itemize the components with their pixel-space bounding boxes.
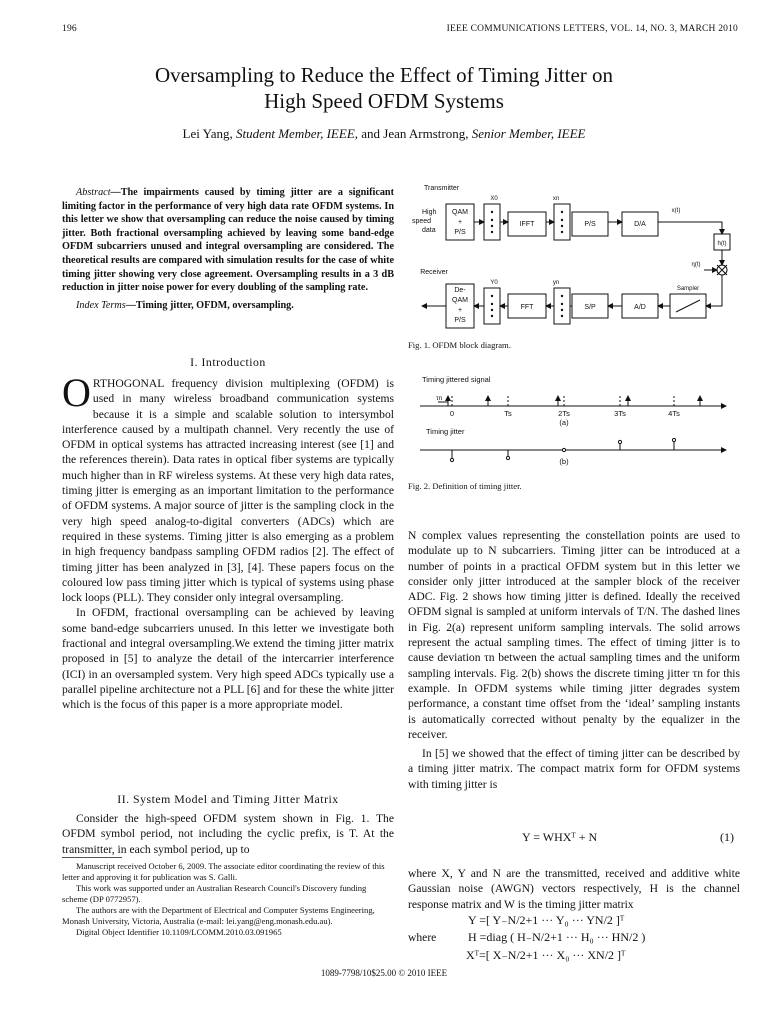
fig1-qam-tx-line2: + — [457, 219, 463, 226]
section-2-title: II. System Model and Timing Jitter Matrix — [117, 792, 339, 806]
equation-1: Y = WHXᵀ + N — [522, 830, 598, 844]
col2-paragraph-2: In [5] we showed that the effect of timing jitter can be described by a timing jitter matrix. The compact matrix form for OFDM systems with timing jitter is — [408, 747, 740, 791]
copyright-line: 1089-7798/10$25.00 © 2010 IEEE — [320, 968, 448, 978]
fig1-input-line1: High — [422, 209, 437, 216]
column2-body — [408, 528, 740, 792]
fig2-tau-label: τn — [436, 395, 443, 402]
fig2-a-label: (a) — [559, 418, 569, 427]
fig2-jitter-label: Timing jitter — [426, 427, 465, 436]
fig1-deqam-line4: P/S — [454, 317, 466, 324]
fig2-tick-4: 4Ts — [668, 409, 680, 418]
fig2-tick-1: Ts — [504, 409, 512, 418]
fig1-yn-label: yn — [552, 280, 560, 286]
fig1-input-line2: speed — [412, 218, 432, 225]
fig2-b-label: (b) — [559, 457, 569, 466]
footnotes — [62, 861, 394, 938]
author-1-role: Student Member, IEEE, — [235, 126, 359, 141]
journal-header: IEEE COMMUNICATIONS LETTERS, VOL. 14, NO. 3, MARCH 2010 — [446, 24, 738, 34]
fig1-deqam-line3: + — [457, 307, 463, 314]
fig1-sp-label: S/P — [584, 304, 596, 311]
footnote-2: This work was supported under an Australian Research Council's Discovery funding scheme (DP 0772957). — [62, 883, 367, 904]
fig1-xn-label: xn — [552, 196, 560, 202]
fig2-timing-jitter — [408, 372, 740, 468]
fig1-ps-label: P/S — [584, 221, 596, 228]
dropcap: O — [62, 370, 91, 415]
fig1-fft-label: FFT — [520, 304, 534, 311]
index-terms-label: Index Terms — [76, 299, 126, 311]
fig1-rx-parallel-2 — [554, 288, 570, 324]
fig1-receiver-label: Receiver — [420, 269, 448, 276]
author-2: and Jean Armstrong, — [361, 126, 469, 141]
fig1-caption: Fig. 1. OFDM block diagram. — [408, 340, 511, 350]
author-2-role: Senior Member, IEEE — [471, 126, 586, 141]
paper-title — [0, 62, 768, 114]
fig2-tick-0: 0 — [449, 409, 455, 418]
fig2-tick-3: 3Ts — [614, 409, 626, 418]
equation-Y: Y =[ Y₋N/2+1 ··· Y₀ ··· YN/2 ]ᵀ — [468, 913, 625, 927]
footnote-1: Manuscript received October 6, 2009. The associate editor coordinating the review of this letter and approving it for publication was S. Galli. — [62, 861, 385, 882]
equation-H: H =diag ( H₋N/2+1 ··· H₀ ··· HN/2 ) — [468, 930, 646, 944]
fig1-X0-label: X0 — [490, 196, 498, 202]
fig2-signal-label: Timing jittered signal — [422, 375, 491, 384]
where-label: where — [408, 931, 437, 944]
fig1-xt-label: x(t) — [671, 208, 681, 214]
fig1-rx-parallel — [484, 288, 500, 324]
fig1-ifft-label: IFFT — [519, 221, 535, 228]
col2-paragraph-1: N complex values representing the constellation points are used to modulate up to N subcarriers. Timing jitter can be introduced at a number of points in a practical OFDM system but in this letter we consider only jitter introduced at the sampler block of the receiver ADC. Fig. 2 shows how timing jitter is defined. Ideally the received OFDM signal is sampled at uniform intervals of T/N. The dashed lines in Fig. 2(a) represent uniform sampling intervals. The solid arrows represent the actual sampling times. The effect of timing jitter is to cause deviation τn between the actual sampling times and the uniform sampling intervals. Fig. 2(b) shows the discrete timing jitter τn for this example. In OFDM systems while timing jitter degrades system performance, a constant time offset from the ‘ideal’ sampling instants is automatically corrected without penalty by the equalizer in the receiver. — [408, 529, 740, 741]
fig1-deqam-line1: De- — [454, 287, 466, 294]
section-2-paragraph-1: Consider the high-speed OFDM system shown in Fig. 1. The OFDM symbol period, not including the cyclic prefix, is T. At the transmitter, in each symbol period, up to — [62, 812, 394, 856]
fig2-caption: Fig. 2. Definition of timing jitter. — [408, 481, 522, 491]
index-terms-text: —Timing jitter, OFDM, oversampling. — [125, 299, 294, 311]
section-1-body — [62, 370, 394, 713]
fig1-qam-tx-line1: QAM — [452, 209, 468, 216]
col2-paragraph-3: where X, Y and N are the transmitted, received and additive white Gaussian noise (AWGN) vectors respectively, H is the channel response matrix and W is the timing jitter matrix — [408, 867, 740, 911]
equation-1-number: (1) — [720, 830, 734, 844]
fig2-tick-2: 2Ts — [558, 409, 570, 418]
fig1-deqam-line2: QAM — [452, 297, 468, 304]
page-number: 196 — [62, 24, 77, 34]
footnote-3: The authors are with the Department of Electrical and Computer Systems Engineering, Monash University, Victoria, Australia (e-mail: lei.yang@eng.monash.edu.au). — [62, 905, 375, 926]
title-line-1: Oversampling to Reduce the Effect of Timing Jitter on — [154, 63, 614, 87]
section-1-title: I. Introduction — [190, 355, 266, 369]
fig1-input-line3: data — [422, 227, 436, 234]
section-1-paragraph-1: RTHOGONAL frequency division multiplexing (OFDM) is used in many wireless broadband communication systems because it is a simple and scalable solution to intersymbol interference caused by a multipath channel. Very recently the use of OFDM in optical systems has attracted increasing interest (see [1] and the references therein). Data rates in optical fiber systems are typically much higher than in RF wireless systems. At these very high data rates, timing jitter is emerging as an important limitation to the performance of OFDM systems. A major source of jitter is the sampling clock in the very high speed analog-to-digital converters (ADCs) which are required in these systems. Timing jitter is also emerging as a problem in high frequency bandpass sampling OFDM radios [2]. The effect of timing jitter has been analyzed in [3], [4]. These papers focus on the coloured low pass timing jitter which is typical of systems using phase lock loops (PLL). They consider only integral oversampling. — [62, 377, 394, 605]
fig1-qam-tx-line3: P/S — [454, 229, 466, 236]
fig1-ht-label: h(t) — [717, 241, 727, 247]
fig1-tx-parallel — [484, 204, 500, 240]
fig1-da-label: D/A — [634, 221, 646, 228]
section-1-paragraph-2: In OFDM, fractional oversampling can be achieved by leaving some band-edge subcarriers unused. In this letter we investigate both fractional and integral oversampling.We extend the timing jitter matrix proposed in [5] to analyze the detail of the intercarrier interference (ICI) in an oversampled system. Very high speed ADCs typically use a parallel pipeline architecture not a PLL [6] and for these the white jitter which is the focus of this paper is a more appropriate model. — [62, 606, 394, 712]
author-line — [0, 126, 768, 142]
fig1-eta-label: η(t) — [691, 262, 701, 268]
fig1-block-diagram — [408, 182, 748, 332]
fig1-Y0-label: Y0 — [490, 280, 498, 286]
fig1-transmitter-label: Transmitter — [424, 185, 460, 192]
footnote-rule — [62, 857, 122, 858]
fig1-sampler-label: Sampler — [676, 286, 700, 292]
footnote-4: Digital Object Identifier 10.1109/LCOMM.2010.03.091965 — [76, 927, 282, 937]
fig1-ad-label: A/D — [634, 304, 646, 311]
abstract — [62, 186, 394, 312]
abstract-label: Abstract — [76, 187, 111, 198]
equation-X: Xᵀ=[ X₋N/2+1 ··· X₀ ··· XN/2 ]ᵀ — [466, 948, 626, 962]
fig1-tx-parallel-2 — [554, 204, 570, 240]
title-line-2: High Speed OFDM Systems — [264, 89, 504, 113]
author-1: Lei Yang, — [182, 126, 233, 141]
abstract-text: —The impairments caused by timing jitter are a significant limiting factor in the performance of very high data rate OFDM systems. In this letter we show that oversampling can reduce the noise caused by timing jitter. Both fractional oversampling achieved by leaving some band-edge OFDM subcarriers unused and integral oversampling are considered. The theoretical results are compared with simulation results for the case of white timing jitter showing very close agreement. Oversampling results in a 3 dB reduction in jitter noise power for every doubling of the sampling rate. — [62, 187, 394, 294]
